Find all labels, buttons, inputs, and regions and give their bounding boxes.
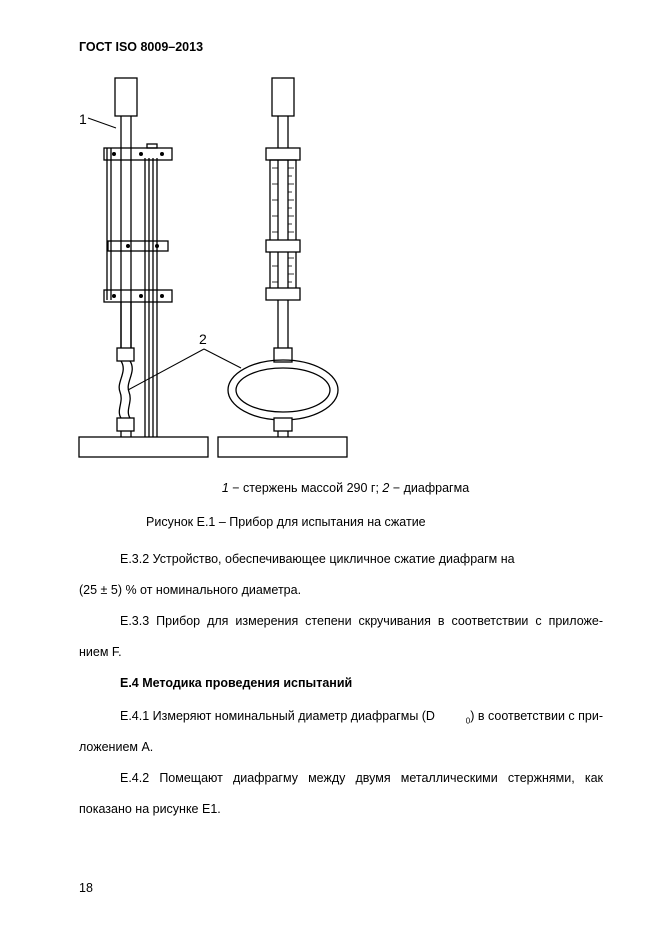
paragraph-e32-line2: (25 ± 5) % от номинального диаметра. [79, 583, 302, 597]
paragraph-e42-line2: показано на рисунке Е1. [79, 802, 221, 816]
figure-caption: Рисунок Е.1 – Прибор для испытания на сжатие [146, 515, 426, 529]
callout-1-leader [88, 118, 116, 128]
ring-diaphragm [228, 360, 338, 420]
legend-number-1: 1 [221, 481, 229, 495]
paragraph-e32-line1: Е.3.2 Устройство, обеспечивающее цикличное сжатие диафрагм на [120, 552, 515, 566]
right-top-weight [272, 78, 294, 116]
left-base [79, 437, 208, 457]
right-base [218, 437, 347, 457]
page-number: 18 [79, 881, 93, 895]
paragraph-e41-line1 [120, 709, 603, 726]
section-heading-e4: Е.4 Методика проведения испытаний [120, 676, 353, 690]
right-apparatus [218, 78, 347, 457]
paragraph-e42-line1: Е.4.2 Помещают диафрагму между двумя металлическими стержнями, как [120, 771, 603, 785]
callout-2-label: 2 [199, 331, 207, 347]
paragraph-e41-line2: ложением А. [79, 740, 154, 754]
right-graduated-tube [270, 160, 296, 290]
left-top-weight [115, 78, 137, 116]
paragraph-e33-line1: Е.3.3 Прибор для измерения степени скручивания в соответствии с приложе- [120, 614, 603, 628]
callout-2-leader-left [128, 349, 204, 390]
figure-legend [0, 481, 661, 495]
legend-text-2: − диафрагма [389, 481, 470, 495]
e41-text-a: Е.4.1 Измеряют номинальный диаметр диафрагмы (D [120, 709, 435, 723]
paragraph-e33-line2: нием F. [79, 645, 122, 659]
legend-text-1: − стержень массой 290 г; [228, 481, 383, 495]
callout-2-leader-right [204, 349, 241, 368]
callout-1-label: 1 [79, 111, 87, 127]
e41-subscript: 0 [465, 716, 471, 726]
left-apparatus [79, 78, 208, 457]
document-header: ГОСТ ISO 8009–2013 [79, 40, 204, 54]
e41-text-b: ) в соответствии с при- [470, 709, 603, 723]
legend-number-2: 2 [382, 481, 390, 495]
